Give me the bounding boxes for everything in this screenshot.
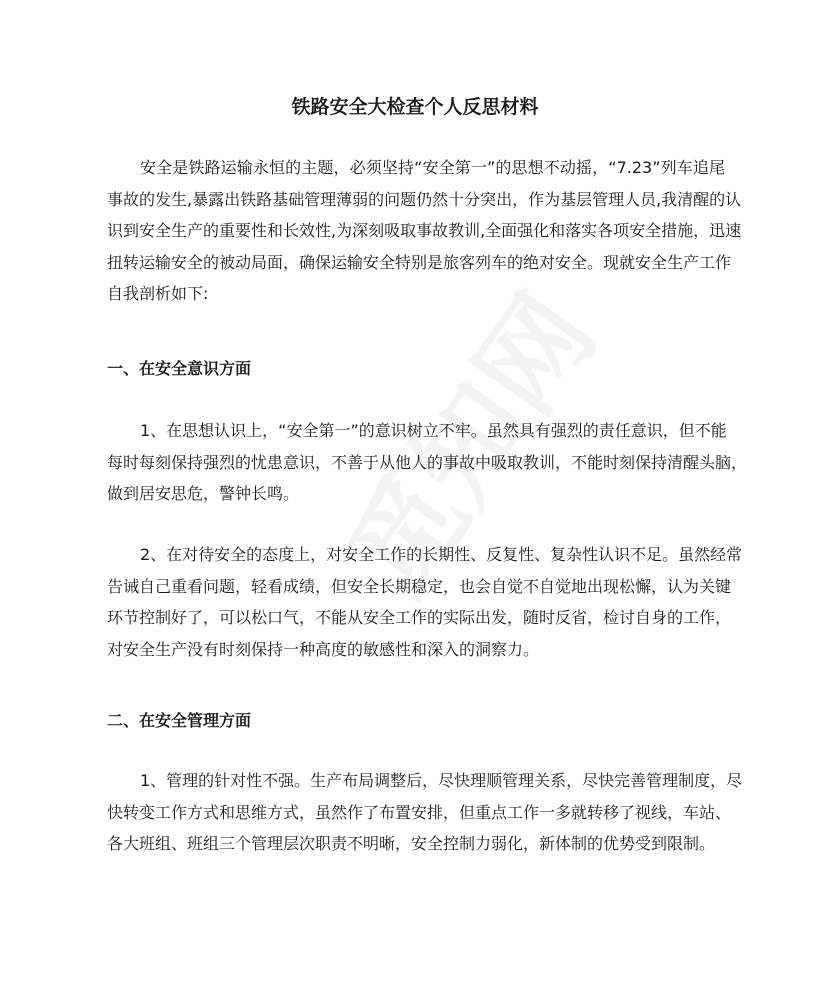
text-line: 快转变工作方式和思维方式，虽然作了布置安排，但重点工作一多就转移了视线，车站、 (107, 802, 732, 822)
text-line: 识到安全生产的重要性和长效性,为深刻吸取事故教训,全面强化和落实各项安全措施，迅速 (107, 221, 742, 240)
text-line: 环节控制好了，可以松口气，不能从安全工作的实际出发，随时反省，检讨自身的工作， (107, 608, 732, 627)
text-line: 扭转运输安全的被动局面，确保运输安全特别是旅客列车的绝对安全。现就安全生产工作 (107, 252, 732, 272)
document-title: 铁路安全大检查个人反思材料 (291, 96, 539, 118)
paragraph-awareness-1 (107, 415, 748, 510)
text-line: 安全是铁路运输永恒的主题，必须坚持“安全第一”的思想不动摇，“7.23”列车追尾 (140, 158, 725, 177)
paragraph-awareness-2 (107, 539, 743, 665)
text-line: 对安全生产没有时刻保持一种高度的敏感性和深入的洞察力。 (107, 639, 540, 659)
text-line: 告诫自己重看问题，轻看成绩，但安全长期稳定，也会自觉不自觉地出现松懈，认为关键 (107, 576, 732, 596)
text-line: 各大班组、班组三个管理层次职责不明晰，安全控制力弱化，新体制的优势受到限制。 (107, 834, 716, 853)
text-line: 1、在思想认识上，“安全第一”的意识树立不牢。虽然具有强烈的责任意识，但不能 (140, 421, 727, 440)
paragraph-management-1 (107, 765, 743, 860)
text-line: 2、在对待安全的态度上，对安全工作的长期性、反复性、复杂性认识不足。虽然经常 (140, 545, 743, 564)
text-line: 自我剖析如下: (107, 284, 209, 303)
section-heading-1: 一、在安全意识方面 (107, 359, 252, 378)
section-heading-2: 二、在安全管理方面 (107, 711, 252, 730)
text-line: 事故的发生,暴露出铁路基础管理薄弱的问题仍然十分突出，作为基层管理人员,我清醒的认 (107, 189, 742, 209)
text-line: 做到居安思危，警钟长鸣。 (107, 484, 300, 503)
text-line: 每时每刻保持强烈的忧患意识，不善于从他人的事故中吸取教训，不能时刻保持清醒头脑， (107, 452, 748, 472)
intro-paragraph (107, 152, 742, 310)
text-line: 1、管理的针对性不强。生产布局调整后，尽快理顺管理关系，尽快完善管理制度，尽 (140, 771, 743, 790)
